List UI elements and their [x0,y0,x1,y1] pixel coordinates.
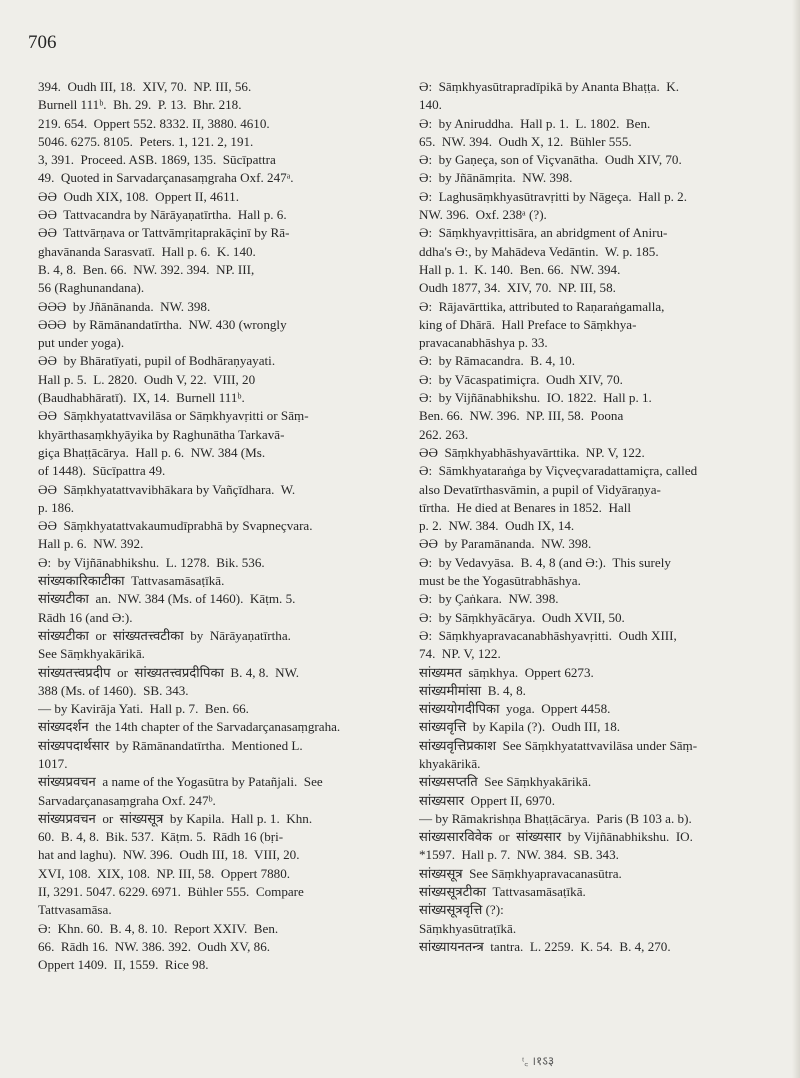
text-line: (Baudhabhāratī). IX, 14. Burnell 111ᵇ. [38,390,245,406]
text-line: — by Rāmakrishṇa Bhaṭṭācārya. Paris (B 103 a. b). [419,810,692,826]
text-line: tīrtha. He died at Benares in 1852. Hall [419,499,631,515]
text-line: सांख्यप्रवचन a name of the Yogasūtra by Patañjali. See [38,774,323,790]
text-line: सांख्यकारिकाटीका Tattvasamāsaṭīkā. [38,573,225,589]
text-line: ƏƏ Sāṃkhyatattvakaumudīprabhā by Svapneçvara. [38,518,313,534]
text-line: put under yoga). [38,335,125,351]
text-line: pravacanabhāshya p. 33. [419,335,548,351]
text-line: ddha's Ə:, by Mahādeva Vedāntin. W. p. 185. [419,243,659,259]
text-line: सांख्यवृत्ति by Kapila (?). Oudh III, 18. [419,719,621,735]
text-line: Ə: Laghusāṃkhyasūtravṛitti by Nāgeça. Hall p. 2. [419,188,687,204]
text-line: ƏƏ by Bhāratīyati, pupil of Bodhāraṇyayati. [38,353,276,369]
text-line: 3, 391. Proceed. ASB. 1869, 135. Sūcīpattra [38,152,276,168]
text-line: Hall p. 5. L. 2820. Oudh V, 22. VIII, 20 [38,371,256,387]
text-line: सांख्यसारविवेक or सांख्यसार by Vijñānabhikshu. IO. [419,829,693,845]
text-line: ƏƏ Tattvārṇava or Tattvāmṛitaprakāçinī by Rā- [38,225,290,241]
text-line: XVI, 108. XIX, 108. NP. III, 58. Oppert 7880. [38,865,291,881]
text-line: ƏƏ Sāṃkhyatattvavibhākara by Vañçīdhara. W. [38,481,296,497]
text-line: Ə: Sāmkhyataraṅga by Viçveçvaradattamiçra, called [419,463,698,479]
text-line: सांख्यतत्त्वप्रदीप or सांख्यतत्त्वप्रदीपिका B. 4, 8. NW. [38,664,300,680]
text-line: Ə: by Sāṃkhyācārya. Oudh XVII, 50. [419,609,625,625]
text-line: Ə: Sāṃkhyavṛittisāra, an abridgment of Aniru- [419,225,668,241]
text-line: khyārthasaṃkhyāyika by Raghunātha Tarkavā- [38,426,285,442]
text-line: Ə: by Vijñānabhikshu. IO. 1822. Hall p. 1. [419,390,652,406]
text-line: सांख्यसूत्र See Sāṃkhyapravacanasūtra. [419,865,622,881]
text-line: 5046. 6275. 8105. Peters. 1, 121. 2, 191. [38,133,254,149]
text-line: ƏƏ Sāṃkhyabhāshyavārttika. NP. V, 122. [419,444,645,460]
text-line: ghavānanda Sarasvatī. Hall p. 6. K. 140. [38,243,256,259]
page-edge-shadow [792,0,800,1078]
text-line: II, 3291. 5047. 6229. 6971. Bühler 555. Compare [38,884,304,900]
text-line: Ə: by Çaṅkara. NW. 398. [419,591,559,607]
text-line: 394. Oudh III, 18. XIV, 70. NP. III, 56. [38,79,252,94]
text-line: Ə: by Vācaspatimiçra. Oudh XIV, 70. [419,371,623,387]
text-line: सांख्यप्रवचन or सांख्यसूत्र by Kapila. Hall p. 1. Khn. [38,810,313,826]
text-line: giça Bhaṭṭācārya. Hall p. 6. NW. 384 (Ms. [38,444,266,460]
text-line: 262. 263. [419,426,469,442]
text-line: p. 2. NW. 384. Oudh IX, 14. [419,518,575,534]
text-line: सांख्यटीका an. NW. 384 (Ms. of 1460). Kāṭm. 5. [38,591,296,607]
text-line: — by Kavirāja Yati. Hall p. 7. Ben. 66. [38,701,249,717]
text-line: सांख्यसप्तति See Sāṃkhyakārikā. [419,774,592,790]
text-line: सांख्यदर्शन the 14th chapter of the Sarvadarçanasaṃgraha. [38,719,341,735]
text-line: 388 (Ms. of 1460). SB. 343. [38,682,189,698]
text-line: king of Dhārā. Hall Preface to Sāṃkhya- [419,316,637,332]
text-line: 56 (Raghunandana). [38,280,145,296]
text-line: 140. [419,97,442,113]
text-line: Burnell 111ᵇ. Bh. 29. P. 13. Bhr. 218. [38,97,242,113]
text-line: Sāṃkhyasūtraṭīkā. [419,920,517,936]
text-line: also Devatīrthasvāmin, a pupil of Vidyāraṇya- [419,481,661,497]
text-line: सांख्यमीमांसा B. 4, 8. [419,682,526,698]
text-line: सांख्यटीका or सांख्यतत्त्वटीका by Nārāyaṇatīrtha. [38,627,291,643]
text-line: सांख्यसूत्रवृत्ति (?): [419,902,504,918]
text-line: p. 186. [38,499,75,515]
text-line: Ə: by Gaṇeça, son of Viçvanātha. Oudh XIV, 70. [419,152,682,168]
text-line: Ə: Sāṃkhyapravacanabhāshyavṛitti. Oudh XIII, [419,627,677,643]
text-line: Ə: Rājavārttika, attributed to Raṇaraṅgamalla, [419,298,665,314]
text-line: सांख्यवृत्तिप्रकाश See Sāṃkhyatattvavilāsa under Sāṃ- [419,737,698,753]
text-line: ƏƏƏ by Jñānānanda. NW. 398. [38,298,211,314]
text-line: 60. B. 4, 8. Bik. 537. Kāṭm. 5. Rādh 16 (bṛi- [38,829,284,845]
text-line: ƏƏ by Paramānanda. NW. 398. [419,536,592,552]
text-line: सांख्यसूत्रटीका Tattvasamāsaṭīkā. [419,884,586,900]
text-line: Ə: by Jñānāmṛita. NW. 398. [419,170,573,186]
text-line: Oudh 1877, 34. XIV, 70. NP. III, 58. [419,280,616,296]
text-line: Sarvadarçanasaṃgraha Oxf. 247ᵇ. [38,792,216,808]
text-line: 49. Quoted in Sarvadarçanasaṃgraha Oxf. 247ᵃ. [38,170,294,186]
text-line: ƏƏ Oudh XIX, 108. Oppert II, 4611. [38,188,239,204]
text-line: सांख्ययोगदीपिका yoga. Oppert 4458. [419,701,611,717]
text-line: hat and laghu). NW. 396. Oudh III, 18. VIII, 20. [38,847,300,863]
text-line: सांख्यायनतन्त्र tantra. L. 2259. K. 54. B. 4, 270. [419,938,671,954]
text-line: 74. NP. V, 122. [419,646,501,662]
text-line: khyakārikā. [419,755,481,771]
right-column [419,78,784,956]
page-number: 706 [28,32,57,53]
text-line: Ə: by Vedavyāsa. B. 4, 8 (and Ə:). This surely [419,554,671,570]
text-line: Ə: by Aniruddha. Hall p. 1. L. 1802. Ben. [419,115,651,131]
text-line: See Sāṃkhyakārikā. [38,646,145,662]
text-line: Tattvasamāsa. [38,902,112,918]
text-line: Ə: Khn. 60. B. 4, 8. 10. Report XXIV. Ben. [38,920,279,936]
text-line: सांख्यसार Oppert II, 6970. [419,792,556,808]
text-line: ƏƏ Tattvacandra by Nārāyaṇatīrtha. Hall p. 6. [38,207,287,223]
folio-mark: ᵗ꜀ ।१ऽ३ [522,1054,555,1068]
text-line: *1597. Hall p. 7. NW. 384. SB. 343. [419,847,619,863]
text-line: Ə: by Rāmacandra. B. 4, 10. [419,353,575,369]
text-line: Ben. 66. NW. 396. NP. III, 58. Poona [419,408,624,424]
text-line: Ə: by Vijñānabhikshu. L. 1278. Bik. 536. [38,554,265,570]
text-line: ƏƏ Sāṃkhyatattvavilāsa or Sāṃkhyavṛitti or Sāṃ- [38,408,309,424]
text-line: ƏƏƏ by Rāmānandatīrtha. NW. 430 (wrongly [38,316,287,332]
text-line: 65. NW. 394. Oudh X, 12. Bühler 555. [419,133,632,149]
text-line: Oppert 1409. II, 1559. Rice 98. [38,957,209,973]
left-column [38,78,393,975]
text-line: 219. 654. Oppert 552. 8332. II, 3880. 4610. [38,115,270,131]
text-line: B. 4, 8. Ben. 66. NW. 392. 394. NP. III, [38,261,255,277]
text-line: Ə: Sāṃkhyasūtrapradīpikā by Ananta Bhaṭṭa. K. [419,79,680,94]
text-line: सांख्यमत sāṃkhya. Oppert 6273. [419,664,594,680]
text-line: Hall p. 6. NW. 392. [38,536,144,552]
text-line: Rādh 16 (and Ə:). [38,609,133,625]
text-line: NW. 396. Oxf. 238ᵃ (?). [419,207,547,223]
text-line: Hall p. 1. K. 140. Ben. 66. NW. 394. [419,261,621,277]
text-line: must be the Yogasūtrabhāshya. [419,573,581,589]
text-line: 66. Rādh 16. NW. 386. 392. Oudh XV, 86. [38,938,271,954]
text-line: 1017. [38,755,68,771]
text-line: सांख्यपदार्थसार by Rāmānandatīrtha. Mentioned L. [38,737,303,753]
text-line: of 1448). Sūcīpattra 49. [38,463,166,479]
